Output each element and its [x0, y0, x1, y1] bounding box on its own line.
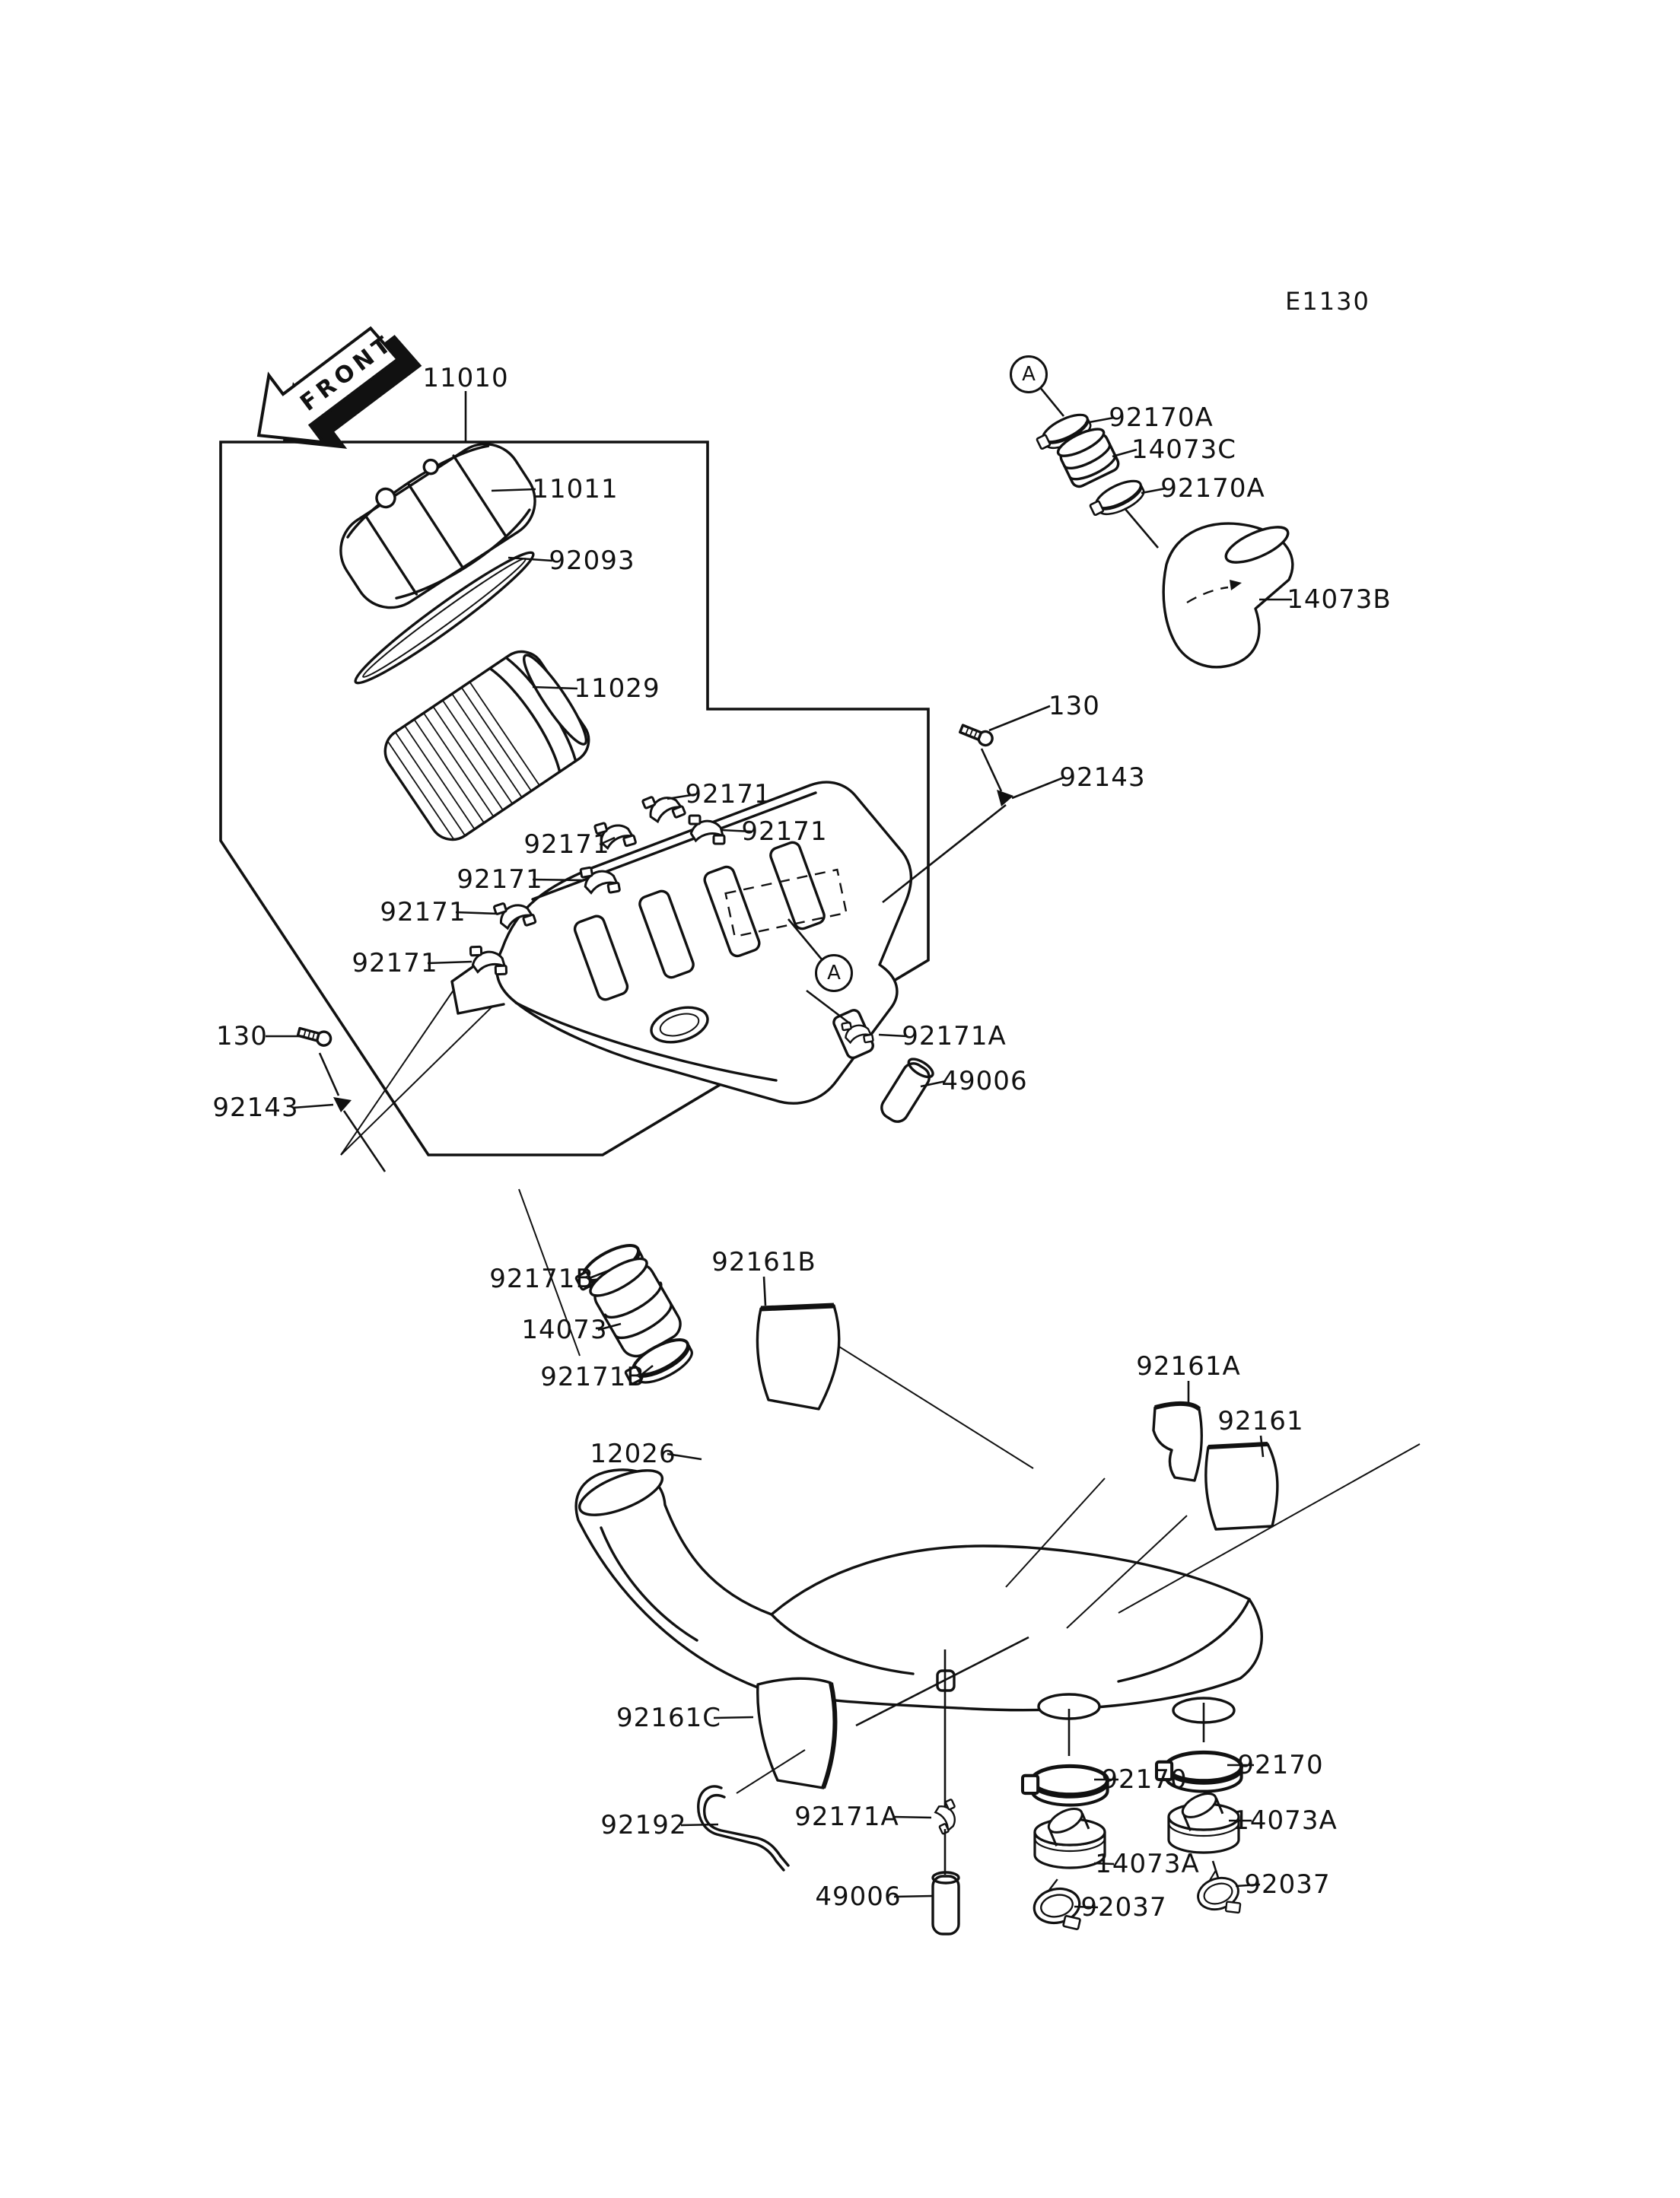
part-label-duct-14073b: 14073B	[1287, 584, 1392, 615]
part-label-pad-92161c: 92161C	[616, 1703, 721, 1733]
part-label-element-air-filter: 11029	[574, 673, 660, 704]
part-label-clip-3: 92171	[523, 829, 610, 860]
part-label-clamp-92037-2: 92037	[1244, 1869, 1331, 1900]
leader-line	[492, 489, 536, 491]
part-label-duct-14073a-2: 14073A	[1233, 1805, 1338, 1836]
leader-line	[1261, 1436, 1263, 1457]
leader-line	[293, 1105, 333, 1108]
leader-line	[788, 919, 822, 959]
leader-line	[1012, 778, 1064, 798]
leader-line	[1039, 386, 1064, 416]
part-label-clip-6: 92171	[352, 948, 438, 978]
part-label-clamp-92037-1: 92037	[1080, 1892, 1167, 1923]
part-label-assy-air-cleaner: 11010	[422, 363, 509, 393]
part-label-duct-14073: 14073	[521, 1315, 608, 1345]
front-arrow-label: FRONT	[295, 329, 399, 417]
part-label-clamp-92170a-1: 92170A	[1109, 402, 1214, 433]
part-label-clip-4: 92171	[457, 864, 543, 895]
ref-marker-a: A	[1010, 355, 1048, 393]
part-label-clip-1: 92171	[685, 779, 772, 810]
part-label-pad-92161a: 92161A	[1136, 1351, 1241, 1382]
leader-line	[989, 706, 1050, 730]
part-label-clamp-92171a-mid: 92171A	[902, 1021, 1007, 1051]
part-label-clamp-92171a-btm: 92171A	[794, 1802, 899, 1832]
part-label-hose-92192: 92192	[600, 1810, 687, 1840]
part-label-clamp-92171b-2: 92171B	[540, 1362, 645, 1392]
part-label-pad-92161b: 92161B	[711, 1247, 816, 1277]
part-label-boot-49006-btm: 49006	[815, 1882, 902, 1912]
leader-line	[508, 558, 552, 561]
leader-line	[533, 687, 578, 689]
part-label-bolt-right: 130	[1048, 691, 1100, 721]
part-label-clamp-92170a-2: 92170A	[1160, 473, 1265, 504]
part-label-boot-49006-mid: 49006	[941, 1066, 1028, 1096]
part-label-clamp-92171b-1: 92171B	[489, 1264, 594, 1294]
part-label-pad-92161: 92161	[1217, 1406, 1304, 1436]
part-label-pin-right: 92143	[1059, 762, 1146, 793]
part-label-clamp-92170-2: 92170	[1237, 1750, 1324, 1780]
part-label-duct-14073a-1: 14073A	[1095, 1849, 1200, 1879]
part-label-clip-5: 92171	[380, 897, 466, 927]
part-label-pin-left: 92143	[212, 1093, 299, 1123]
part-label-clip-2: 92171	[741, 816, 828, 847]
part-label-bolt-left: 130	[216, 1021, 268, 1051]
part-label-duct-12026: 12026	[590, 1439, 676, 1469]
part-label-duct-14073c: 14073C	[1131, 434, 1236, 465]
part-label-clamp-92170-1: 92170	[1101, 1764, 1188, 1795]
page-code: E1130	[1285, 287, 1370, 316]
leader-line	[764, 1277, 765, 1306]
part-label-gasket-cap: 92093	[549, 546, 635, 576]
ref-marker-a: A	[815, 954, 853, 992]
part-label-cap-air-cleaner: 11011	[532, 474, 619, 504]
